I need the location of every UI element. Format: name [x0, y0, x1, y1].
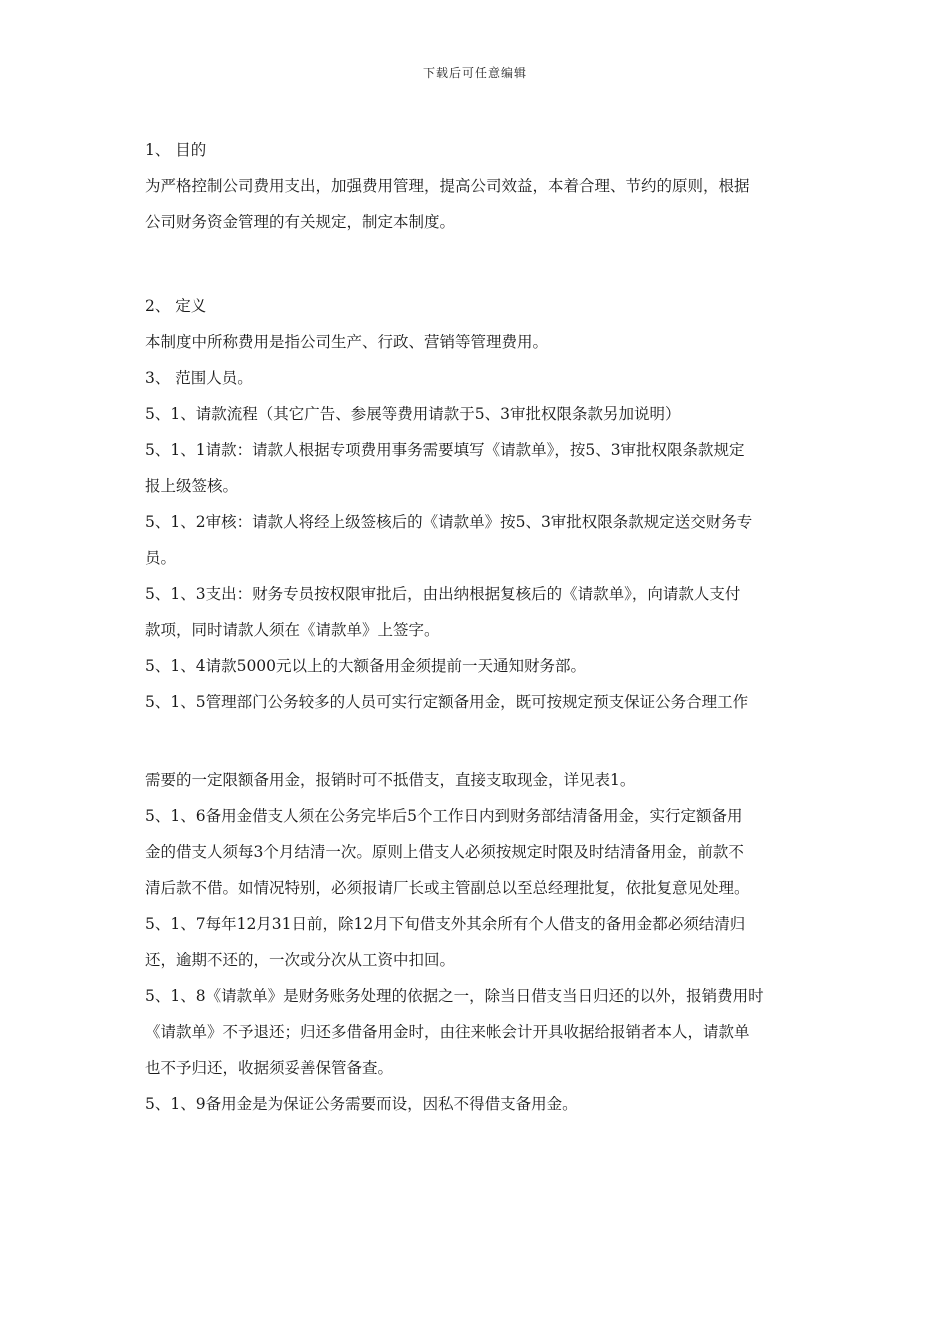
- page-header: 下载后可任意编辑: [422, 66, 527, 80]
- paragraph-line: 清后款不借。如情况特别，必须报请厂长或主管副总以至总经理批复，依批复意见处理。: [145, 879, 750, 897]
- paragraph-line: 需要的一定限额备用金，报销时可不抵借支，直接支取现金，详见表1。: [145, 771, 636, 789]
- paragraph-line: 5、1、5管理部门公务较多的人员可实行定额备用金，既可按规定预支保证公务合理工作: [145, 693, 749, 711]
- section-heading-definition: 2、 定义: [145, 297, 207, 315]
- paragraph-line: 5、1、6备用金借支人须在公务完毕后5个工作日内到财务部结清备用金，实行定额备用: [145, 807, 743, 825]
- paragraph-line: 5、1、2审核：请款人将经上级签核后的《请款单》按5、3审批权限条款规定送交财务专: [145, 513, 753, 531]
- paragraph-line: 本制度中所称费用是指公司生产、行政、营销等管理费用。: [145, 333, 549, 351]
- paragraph-line: 公司财务资金管理的有关规定，制定本制度。: [145, 213, 456, 231]
- paragraph-line: 为严格控制公司费用支出，加强费用管理，提高公司效益，本着合理、节约的原则，根据: [145, 177, 750, 195]
- paragraph-line: 5、1、请款流程（其它广告、参展等费用请款于5、3审批权限条款另加说明）: [145, 405, 681, 423]
- paragraph-line: 也不予归还，收据须妥善保管备查。: [145, 1059, 394, 1077]
- section-heading-purpose: 1、 目的: [145, 141, 207, 159]
- paragraph-line: 款项，同时请款人须在《请款单》上签字。: [145, 621, 440, 639]
- section-heading-scope: 3、 范围人员。: [145, 369, 253, 387]
- section-spacer: [145, 240, 805, 288]
- paragraph-line: 5、1、8《请款单》是财务账务处理的依据之一，除当日借支当日归还的以外，报销费用时: [145, 987, 764, 1005]
- paragraph-line: 还，逾期不还的，一次或分次从工资中扣回。: [145, 951, 456, 969]
- paragraph-line: 5、1、3支出：财务专员按权限审批后，由出纳根据复核后的《请款单》，向请款人支付: [145, 585, 741, 603]
- paragraph-line: 报上级签核。: [145, 477, 239, 495]
- section-spacer: [145, 720, 805, 762]
- paragraph-line: 5、1、1请款：请款人根据专项费用事务需要填写《请款单》，按5、3审批权限条款规定: [145, 441, 745, 459]
- paragraph-line: 5、1、7每年12月31日前，除12月下旬借支外其余所有个人借支的备用金都必须结清归: [145, 915, 746, 933]
- paragraph-line: 5、1、9备用金是为保证公务需要而设，因私不得借支备用金。: [145, 1095, 578, 1113]
- paragraph-line: 员。: [145, 549, 177, 567]
- paragraph-line: 5、1、4请款5000元以上的大额备用金须提前一天通知财务部。: [145, 657, 587, 675]
- paragraph-line: 《请款单》不予退还；归还多借备用金时，由往来帐会计开具收据给报销者本人，请款单: [145, 1023, 750, 1041]
- document-body: [145, 132, 805, 1122]
- paragraph-line: 金的借支人须每3个月结清一次。原则上借支人必须按规定时限及时结清备用金，前款不: [145, 843, 744, 861]
